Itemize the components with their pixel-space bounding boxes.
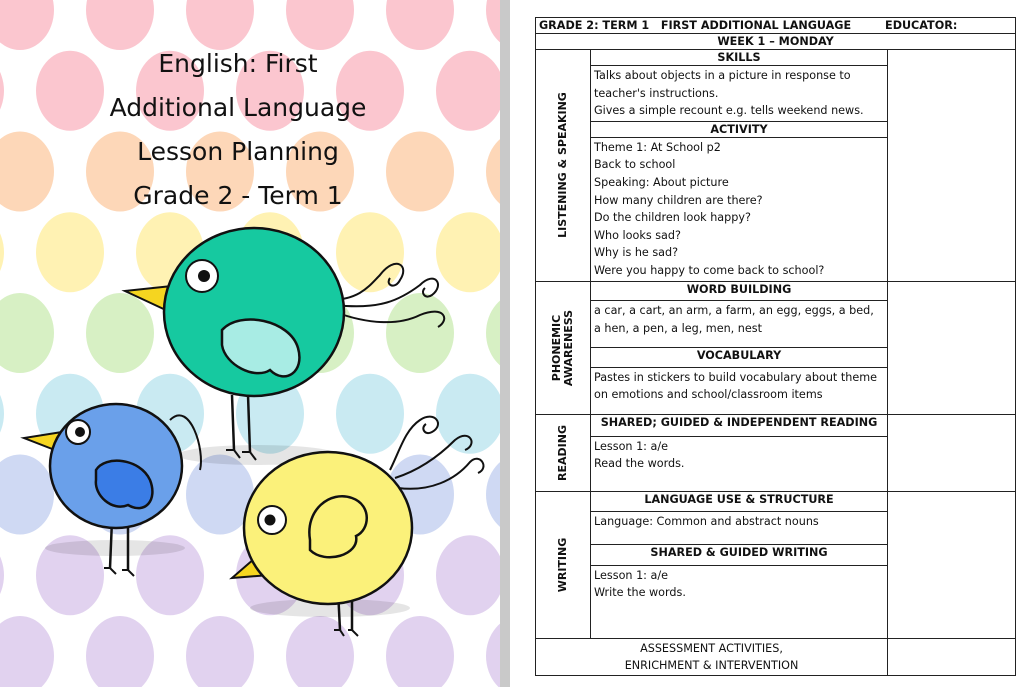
activity-line: Why is he sad? — [594, 246, 679, 260]
skills-content — [591, 66, 888, 122]
cover-title-line: Lesson Planning — [137, 137, 339, 166]
word-building-content — [591, 301, 888, 348]
lesson-plan-table — [535, 17, 1016, 676]
word-building-line: a hen, a pen, a leg, men, nest — [594, 321, 762, 335]
section-writing — [536, 491, 591, 638]
skills-line: Talks about objects in a picture in response to — [594, 69, 851, 82]
grade-term: GRADE 2: TERM 1 — [539, 19, 650, 32]
activity-line: Were you happy to come back to school? — [594, 263, 825, 277]
activity-line: How many children are there? — [594, 193, 763, 207]
skills-line: teacher's instructions. — [594, 86, 719, 100]
reading-line: Read the words. — [594, 457, 685, 471]
activity-line: Theme 1: At School p2 — [594, 140, 721, 154]
section-label: PHONEMIC AWARENESS — [550, 309, 575, 386]
notes-cell-phonemic — [888, 281, 1016, 414]
assessment-line: ASSESSMENT ACTIVITIES, — [640, 641, 783, 655]
vocabulary-line: on emotions and school/classroom items — [594, 388, 823, 402]
skills-header: SKILLS — [591, 50, 888, 66]
green-bird-icon — [125, 228, 444, 465]
cover-title-line: Grade 2 - Term 1 — [133, 181, 343, 210]
page-divider — [500, 0, 510, 687]
section-reading — [536, 414, 591, 491]
writing-line: Lesson 1: a/e — [594, 568, 669, 582]
activity-line: Back to school — [594, 158, 676, 172]
educator-label: EDUCATOR: — [885, 19, 958, 32]
notes-cell-reading — [888, 414, 1016, 491]
activity-line: Speaking: About picture — [594, 175, 729, 189]
vocabulary-line: Pastes in stickers to build vocabulary about theme — [594, 370, 877, 384]
birds-illustration — [0, 0, 500, 687]
vocabulary-header: VOCABULARY — [591, 347, 888, 367]
section-label: WRITING — [556, 537, 569, 592]
reading-line: Lesson 1: a/e — [594, 439, 669, 453]
notes-cell-listening — [888, 50, 1016, 282]
writing-header: SHARED & GUIDED WRITING — [591, 545, 888, 566]
writing-line: Write the words. — [594, 586, 686, 600]
writing-content — [591, 565, 888, 638]
cover-page — [0, 0, 500, 687]
cover-title-line: English: First — [158, 49, 318, 78]
plan-title-row — [536, 18, 1016, 34]
assessment-line: ENRICHMENT & INTERVENTION — [624, 658, 799, 672]
cover-title-line: Additional Language — [109, 93, 367, 122]
vocabulary-content — [591, 367, 888, 414]
notes-cell-writing — [888, 491, 1016, 638]
word-building-line: a car, a cart, an arm, a farm, an egg, eggs, a bed, — [594, 304, 874, 318]
assessment-cell — [536, 638, 888, 675]
language-content — [591, 512, 888, 545]
lesson-plan-page — [510, 0, 1024, 687]
language-line: Language: Common and abstract nouns — [594, 515, 819, 529]
reading-header: SHARED; GUIDED & INDEPENDENT READING — [591, 414, 888, 436]
subject: FIRST ADDITIONAL LANGUAGE — [660, 19, 852, 32]
notes-cell-assessment — [888, 638, 1016, 675]
reading-content — [591, 436, 888, 491]
blue-bird-icon — [24, 404, 201, 576]
word-building-header: WORD BUILDING — [591, 281, 888, 301]
activity-line: Do the children look happy? — [594, 211, 751, 225]
skills-line: Gives a simple recount e.g. tells weekend news. — [594, 104, 864, 118]
section-phonemic-awareness — [536, 281, 591, 414]
activity-header: ACTIVITY — [591, 121, 888, 137]
section-listening-speaking — [536, 50, 591, 282]
activity-line: Who looks sad? — [594, 228, 681, 242]
language-header: LANGUAGE USE & STRUCTURE — [591, 491, 888, 512]
section-label: READING — [556, 424, 569, 481]
activity-content — [591, 137, 888, 281]
section-label: LISTENING & SPEAKING — [556, 92, 569, 239]
week-day-header: WEEK 1 – MONDAY — [536, 34, 1016, 50]
